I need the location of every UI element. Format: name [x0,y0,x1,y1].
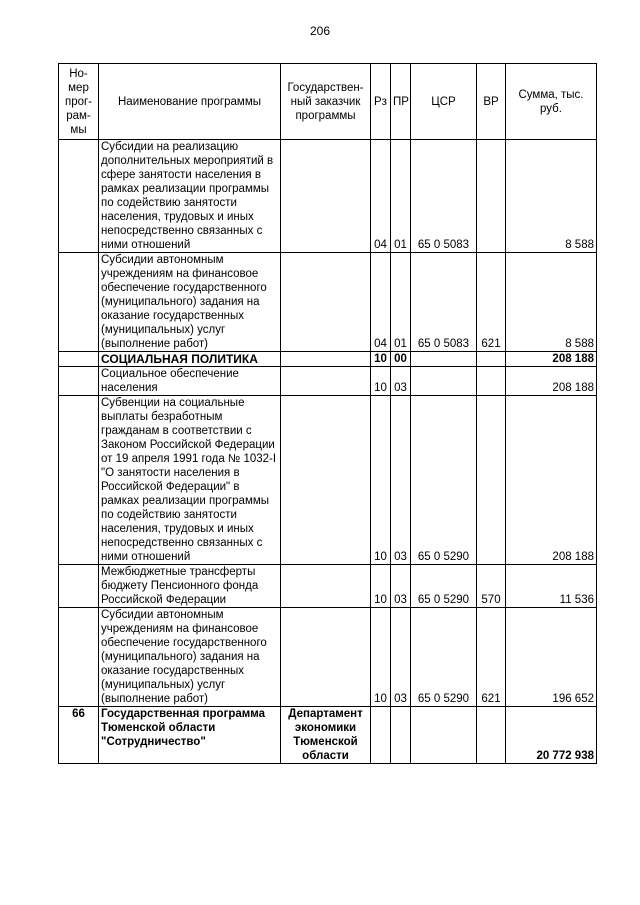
row-number [59,396,99,565]
row-csr: 65 0 5083 [411,140,477,253]
row-csr [411,367,477,396]
row-name: Субсидии на реализацию дополнительных мероприятий в сфере занятости населения в рамках реализации программы по содействию занятости населения, трудовых и иных непосредственно связанных с ними отношений [99,140,281,253]
row-customer [281,565,371,608]
header-sum: Сумма, тыс. руб. [506,64,597,140]
row-rz: 10 [371,565,391,608]
header-rz: Рз [371,64,391,140]
row-sum: 208 188 [506,367,597,396]
row-customer [281,608,371,707]
header-number: Но-мер прог-рам-мы [59,64,99,140]
header-vr: ВР [477,64,506,140]
row-sum: 11 536 [506,565,597,608]
header-name: Наименование программы [99,64,281,140]
row-customer [281,253,371,352]
row-sum: 8 588 [506,253,597,352]
row-vr: 570 [477,565,506,608]
row-rz: 04 [371,140,391,253]
row-pr [391,707,411,764]
row-pr: 01 [391,140,411,253]
row-rz: 10 [371,396,391,565]
row-number [59,140,99,253]
header-customer: Государствен-ный заказчик программы [281,64,371,140]
row-sum: 208 188 [506,396,597,565]
table-row-section [59,352,597,367]
row-customer [281,352,371,367]
row-customer: Департамент экономики Тюменской области [281,707,371,764]
row-name: СОЦИАЛЬНАЯ ПОЛИТИКА [99,352,281,367]
table-row [59,140,597,253]
row-vr: 621 [477,608,506,707]
row-pr: 03 [391,565,411,608]
row-csr [411,352,477,367]
row-vr [477,707,506,764]
row-number [59,352,99,367]
budget-table [58,63,597,764]
header-pr: ПР [391,64,411,140]
page-number: 206 [309,24,331,38]
row-vr [477,367,506,396]
row-csr: 65 0 5290 [411,608,477,707]
row-pr: 00 [391,352,411,367]
row-sum: 8 588 [506,140,597,253]
row-rz: 10 [371,352,391,367]
table-row [59,253,597,352]
table-row-program [59,707,597,764]
row-customer [281,396,371,565]
row-csr: 65 0 5083 [411,253,477,352]
row-customer [281,367,371,396]
header-row [59,64,597,140]
row-number: 66 [59,707,99,764]
row-number [59,608,99,707]
row-csr [411,707,477,764]
row-vr [477,140,506,253]
row-name: Субсидии автономным учреждениям на финансовое обеспечение государственного (муниципального) задания на оказание государственных (муниципальных) услуг (выполнение работ) [99,253,281,352]
table-row [59,565,597,608]
row-vr [477,352,506,367]
row-pr: 01 [391,253,411,352]
table-row [59,608,597,707]
row-rz: 10 [371,367,391,396]
table-row [59,396,597,565]
header-csr: ЦСР [411,64,477,140]
row-sum: 196 652 [506,608,597,707]
row-pr: 03 [391,396,411,565]
row-csr: 65 0 5290 [411,565,477,608]
row-number [59,253,99,352]
row-rz: 10 [371,608,391,707]
row-vr: 621 [477,253,506,352]
row-sum: 20 772 938 [506,707,597,764]
table-row [59,367,597,396]
row-customer [281,140,371,253]
row-pr: 03 [391,608,411,707]
row-number [59,565,99,608]
row-number [59,367,99,396]
row-name: Субсидии автономным учреждениям на финансовое обеспечение государственного (муниципального) задания на оказание государственных (муниципальных) услуг (выполнение работ) [99,608,281,707]
row-csr: 65 0 5290 [411,396,477,565]
row-pr: 03 [391,367,411,396]
row-name: Государственная программа Тюменской области "Сотрудничество" [99,707,281,764]
row-name: Межбюджетные трансферты бюджету Пенсионного фонда Российской Федерации [99,565,281,608]
row-name: Социальное обеспечение населения [99,367,281,396]
row-sum: 208 188 [506,352,597,367]
row-rz [371,707,391,764]
row-name: Субвенции на социальные выплаты безработным гражданам в соответствии с Законом Российской Федерации от 19 апреля 1991 года № 1032-I "О занятости населения в Российской Федерации" в рамках реализации программы по содействию занятости населения, трудовых и иных непосредственно связанных с ними отношений [99,396,281,565]
row-rz: 04 [371,253,391,352]
row-vr [477,396,506,565]
